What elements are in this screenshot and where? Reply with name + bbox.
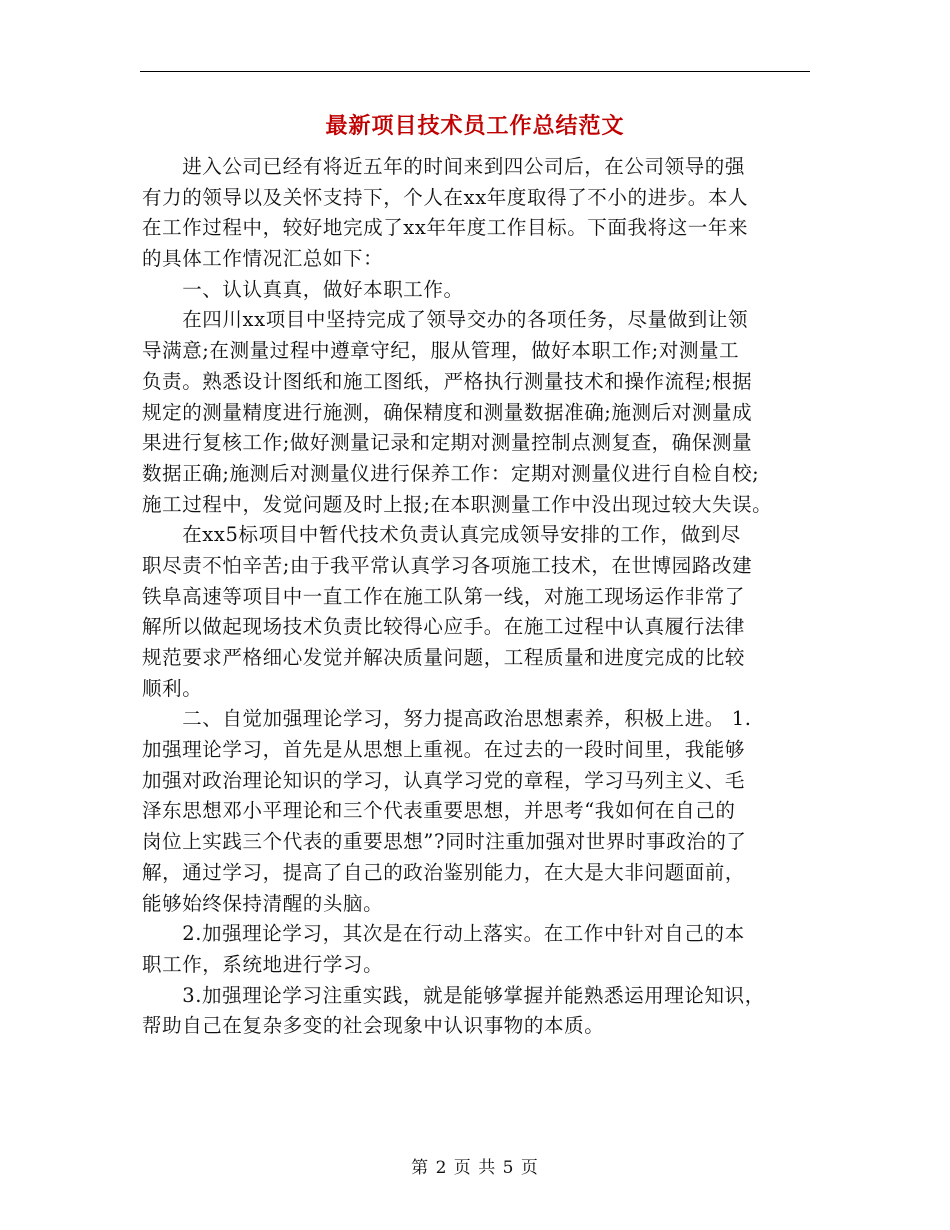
text-line: 加强对政治理论知识的学习，认真学习党的章程，学习马列主义、毛	[142, 768, 746, 792]
text-line: 规定的测量精度进行施测，确保精度和测量数据准确;施测后对测量成	[142, 400, 753, 424]
text-line: 岗位上实践三个代表的重要思想”?同时注重加强对世界时事政治的了	[142, 830, 747, 854]
text-line: 解所以做起现场技术负责比较得心应手。在施工过程中认真履行法律	[142, 615, 746, 639]
text-line: 在四川xx项目中坚持完成了领导交办的各项任务，尽量做到让领	[142, 308, 749, 332]
text-line: 能够始终保持清醒的头脑。	[142, 891, 384, 915]
text-line: 负责。熟悉设计图纸和施工图纸，严格执行测量技术和操作流程;根据	[142, 369, 753, 393]
text-line: 的具体工作情况汇总如下：	[142, 247, 384, 271]
document-body	[142, 152, 810, 1042]
text-line: 果进行复核工作;做好测量记录和定期对测量控制点测复查，确保测量	[142, 431, 753, 455]
text-line: 施工过程中，发觉问题及时上报;在本职测量工作中没出现过较大失误。	[142, 492, 773, 516]
text-line: 2.加强理论学习，其次是在行动上落实。在工作中针对自己的本	[142, 922, 745, 946]
text-line: 进入公司已经有将近五年的时间来到四公司后，在公司领导的强	[142, 155, 746, 178]
document-title: 最新项目技术员工作总结范文	[325, 113, 625, 139]
text-line: 顺利。	[142, 676, 203, 700]
text-line: 3.加强理论学习注重实践，就是能够掌握并能熟悉运用理论知识，	[142, 983, 765, 1007]
text-line: 数据正确;施测后对测量仪进行保养工作：定期对测量仪进行自检自校;	[142, 461, 760, 485]
text-line: 泽东思想邓小平理论和三个代表重要思想，并思考“我如何在自己的	[142, 799, 736, 823]
text-line: 职工作，系统地进行学习。	[142, 952, 384, 976]
text-line: 导满意;在测量过程中遵章守纪，服从管理，做好本职工作;对测量工	[142, 339, 740, 363]
text-line: 有力的领导以及关怀支持下，个人在xx年度取得了不小的进步。本人	[142, 185, 749, 209]
text-line: 帮助自己在复杂多变的社会现象中认识事物的本质。	[142, 1014, 605, 1038]
text-line: 在工作过程中，较好地完成了xx年年度工作目标。下面我将这一年来	[142, 216, 749, 240]
text-line: 解，通过学习，提高了自己的政治鉴别能力，在大是大非问题面前，	[142, 860, 746, 884]
text-line: 职尽责不怕辛苦;由于我平常认真学习各项施工技术，在世博园路改建	[142, 553, 753, 577]
section-heading: 一、认认真真，做好本职工作。	[142, 277, 464, 301]
text-line: 铁阜高速等项目中一直工作在施工队第一线，对施工现场运作非常了	[142, 584, 746, 608]
text-line: 加强理论学习，首先是从思想上重视。在过去的一段时间里，我能够	[142, 738, 746, 762]
text-line: 规范要求严格细心发觉并解决质量问题，工程质量和进度完成的比较	[142, 646, 746, 669]
section-heading: 二、自觉加强理论学习，努力提高政治思想素养，积极上进。 1.	[142, 707, 752, 731]
header-rule	[140, 71, 810, 72]
text-line: 在xx5标项目中暂代技术负责认真完成领导安排的工作，做到尽	[142, 523, 742, 547]
page-number: 第 2 页 共 5 页	[411, 1158, 539, 1178]
